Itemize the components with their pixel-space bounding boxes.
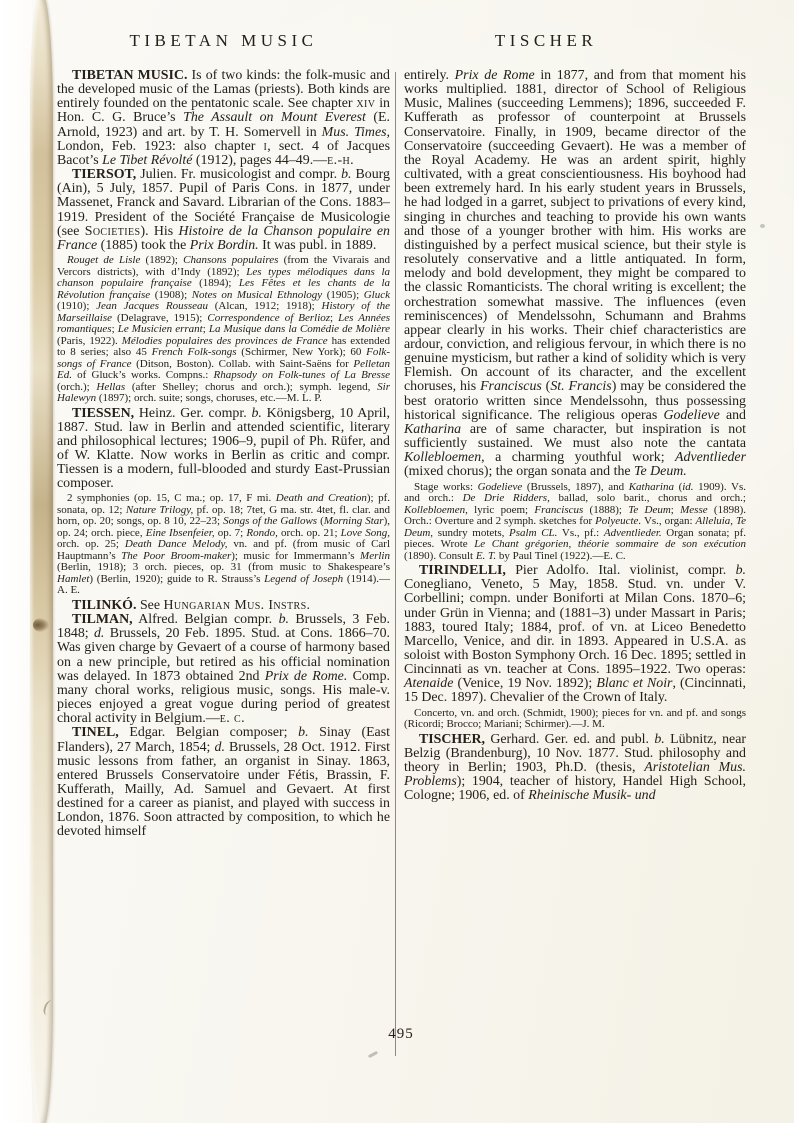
entry-tinel-continuation: entirely. Prix de Rome in 1877, and from that moment his works multiplied. 1881, director of School of Religious Music, Malines (succeeding Lemmens); 1896, succeeded F. Kufferath as professor of counterpoint at Brussels Conservatoire. Finally, in 1909, became director of the Conservatoire (succeeding Gevaert). He was a member of the Royal Academy. He was an ardent spirit, highly cultivated, with a great conscientiousness. His boyhood had been extremely hard. In his early student years in Brussels, he had lodged in a garret, subject to privations of every kind, singing in churches and teaching to provide his own wants and those of a younger brother with him. His works are distinguished by a perfect musical science, but their style is resolutely conservative and a little antiquated. In form, melody and bold development, they might be compared to the classic Romanticists. The choral writing is excellent; the orchestration somewhat massive. The influences (even reminiscences) of Mendelssohn, Schumann and Brahms appear clearly in his works. Their chief characteristics are ardour, conviction, and religious fervour, in which there is no genuine mysticism, but rather a kind of solidity which is very Flemish. On account of its character, and the excellent choruses, his Franciscus (St. Francis) may be considered the best oratorio written since Mendelssohn, thus possessing historical significance. The religious operas Godelieve and Katharina are of same character, but inspiration is not sufficiently sustained. We must also note the cantata Kollebloemen, a charming youthful work; Adventlieder (mixed chorus); the organ sonata and the Te Deum. (404, 68, 747, 480)
right-column (404, 69, 746, 803)
scan-artifact (368, 1051, 378, 1058)
entry-tiersot-works: Rouget de Lisle (1892); Chansons populaires (from the Vivarais and Vercors districts), with d’Indy (1892); Les types mélodiques dans la chanson populaire française (1894); Les Fêtes et les chants de la Révolution française (1908); Notes on Musical Ethnology (1905); Gluck (1910); Jean Jacques Rousseau (Alcan, 1912; 1918); History of the Marseillaise (Delagrave, 1915); Correspondence of Berlioz; Les Années romantiques; Le Musicien errant; La Musique dans la Comédie de Molière (Paris, 1922). Mélodies populaires des provinces de France has extended to 8 series; also 45 French Folk-songs (Schirmer, New York); 60 Folk-songs of France (Ditson, Boston). Collab. with Saint-Saëns for Pelletan Ed. of Gluck’s works. Compns.: Rhapsody on Folk-tunes of La Bresse (orch.); Hellas (after Shelley; chorus and orch.); symph. legend, Sir Halewyn (1897); orch. suite; songs, choruses, etc.—M. L. P. (57, 254, 391, 405)
page-number: 495 (388, 1026, 414, 1042)
entry-tiessen: TIESSEN, Heinz. Ger. compr. b. Königsberg, 10 April, 1887. Stud. law in Berlin and attended scientific, literary and philosophical lectures; 1906–9, pupil of Ph. Rüfer, and of W. Klatte. Now works in Berlin as critic and compr. Tiessen is a modern, full-blooded and sturdy East-Prussian composer. (57, 405, 391, 492)
entry-tilinko: TILINKÓ. See Hungarian Mus. Instrs. (72, 597, 311, 613)
entry-tibetan-music: TIBETAN MUSIC. Is of two kinds: the folk-music and the developed music of the Lamas (priests). Both kinds are entirely founded on the pentatonic scale. See chapter xiv in Hon. C. G. Bruce’s The Assault on Mount Everest (E. Arnold, 1923) and art. by T. H. Somervell in Mus. Times, London, Feb. 1923: also chapter i, sect. 4 of Jacques Bacot’s Le Tibet Révolté (1912), pages 44–49.—e.-h. (57, 68, 390, 168)
page-edge-tear-mark (33, 618, 49, 632)
entry-tiersot: TIERSOT, Julien. Fr. musicologist and compr. b. Bourg (Ain), 5 July, 1857. Pupil of Paris Cons. in 1877, under Massenet, Franck and Savard. Librarian of the Cons. 1883–1919. President of the Société Française de Musicologie (see Societies). His Histoire de la Chanson populaire en France (1885) took the Prix Bordin. It was publ. in 1889. (57, 167, 390, 253)
entry-tiessen-works: 2 symphonies (op. 15, C ma.; op. 17, F mi. Death and Creation); pf. sonata, op. 12; Nature Trilogy, pf. op. 18; 7tet, G ma. str. 4tet, fl. clar. and horn, op. 20; songs, op. 8 10, 22–23; Songs of the Gallows (Morning Star), op. 24; orch. piece, Eine Ibsenfeier, op. 7; Rondo, orch. op. 21; Love Song, orch. op. 25; Death Dance Melody, vn. and pf. (from music of Carl Hauptmann’s The Poor Broom-maker); music for Immermann’s Merlin (Berlin, 1918); 3 orch. pieces, op. 31 (from music to Shakespeare’s Hamlet) (Berlin, 1920); guide to R. Strauss’s Legend of Joseph (1914).—A. E. (57, 492, 391, 597)
entry-tinel: TINEL, Edgar. Belgian composer; b. Sinay (East Flanders), 27 March, 1854; d. Brussels, 28 Oct. 1912. First music lessons from father, an organist in Sinay. 1863, entered Brussels Conservatoire under Fétis, Brassin, F. Kufferath, Mailly, Ad. Samuel and Gevaert. At first destined for a career as pianist, and played with success in London, 1876. Soon attracted by composition, to which he devoted himself (57, 725, 390, 840)
torn-page-edge (30, 0, 53, 1123)
entry-tirindelli: TIRINDELLI, Pier Adolfo. Ital. violinist, compr. b. Conegliano, Veneto, 5 May, 1858. Stud. vn. under V. Corbellini; compn. under Boniforti at Milan Cons. 1870–6; under Grün in Vienna; and (1881–3) under Massart in Paris; 1883, toured Italy; 1884, prof. of vn. at Liceo Benedetto Marcello, Venice, and dir. in 1893. Appeared in U.S.A. as soloist with Boston Symphony Orch. 16 Dec. 1895; settled in Cincinnati as vn. teacher at Cons. 1895–1922. Two operas: Atenaide (Venice, 19 Nov. 1892); Blanc et Noir, (Cincinnati, 15 Dec. 1897). Chevalier of the Crown of Italy. (404, 563, 746, 706)
scan-artifact (760, 224, 765, 228)
left-column (57, 69, 390, 840)
running-head-left: TIBETAN MUSIC (129, 31, 318, 50)
page-margin-white (0, 0, 32, 1123)
column-divider (395, 72, 396, 1056)
entry-tilman: TILMAN, Alfred. Belgian compr. b. Brussels, 3 Feb. 1848; d. Brussels, 20 Feb. 1895. Stud. at Cons. 1866–70. Was given charge by Gevaert of a course of harmony based on a new principle, but retired as his official nomination was delayed. In 1873 obtained 2nd Prix de Rome. Comp. many choral works, religious music, songs. His male-v. pieces enjoyed a great vogue during period of greatest choral activity in Belgium.—e. c. (57, 612, 390, 727)
entry-tinel-works: Stage works: Godelieve (Brussels, 1897), and Katharina (id. 1909). Vs. and orch.: De Drie Ridders, ballad, solo barit., chorus and orch.; Kollebloemen, lyric poem; Franciscus (1888); Te Deum; Messe (1898). Orch.: Overture and 2 symph. sketches for Polyeucte. Vs., organ: Alleluia, Te Deum, sundry motets, Psalm CL. Vs., pf.: Adventlieder. Organ sonata; pf. pieces. Wrote Le Chant grégorien, théorie sommaire de son exécution (1890). Consult E. T. by Paul Tinel (1922).—E. C. (404, 480, 747, 562)
entry-tirindelli-works: Concerto, vn. and orch. (Schmidt, 1900); pieces for vn. and pf. and songs (Ricordi; Brocco; Mariani; Schirmer).—J. M. (404, 706, 746, 731)
running-head-right: TISCHER (494, 31, 598, 50)
entry-tischer: TISCHER, Gerhard. Ger. ed. and publ. b. Lübnitz, near Belzig (Brandenburg), 10 Nov. 1877. Stud. philosophy and theory in Berlin; 1903, Ph.D. (thesis, Aristotelian Mus. Problems); 1904, teacher of history, Handel High School, Cologne; 1906, ed. of Rheinische Musik- und (404, 731, 746, 804)
